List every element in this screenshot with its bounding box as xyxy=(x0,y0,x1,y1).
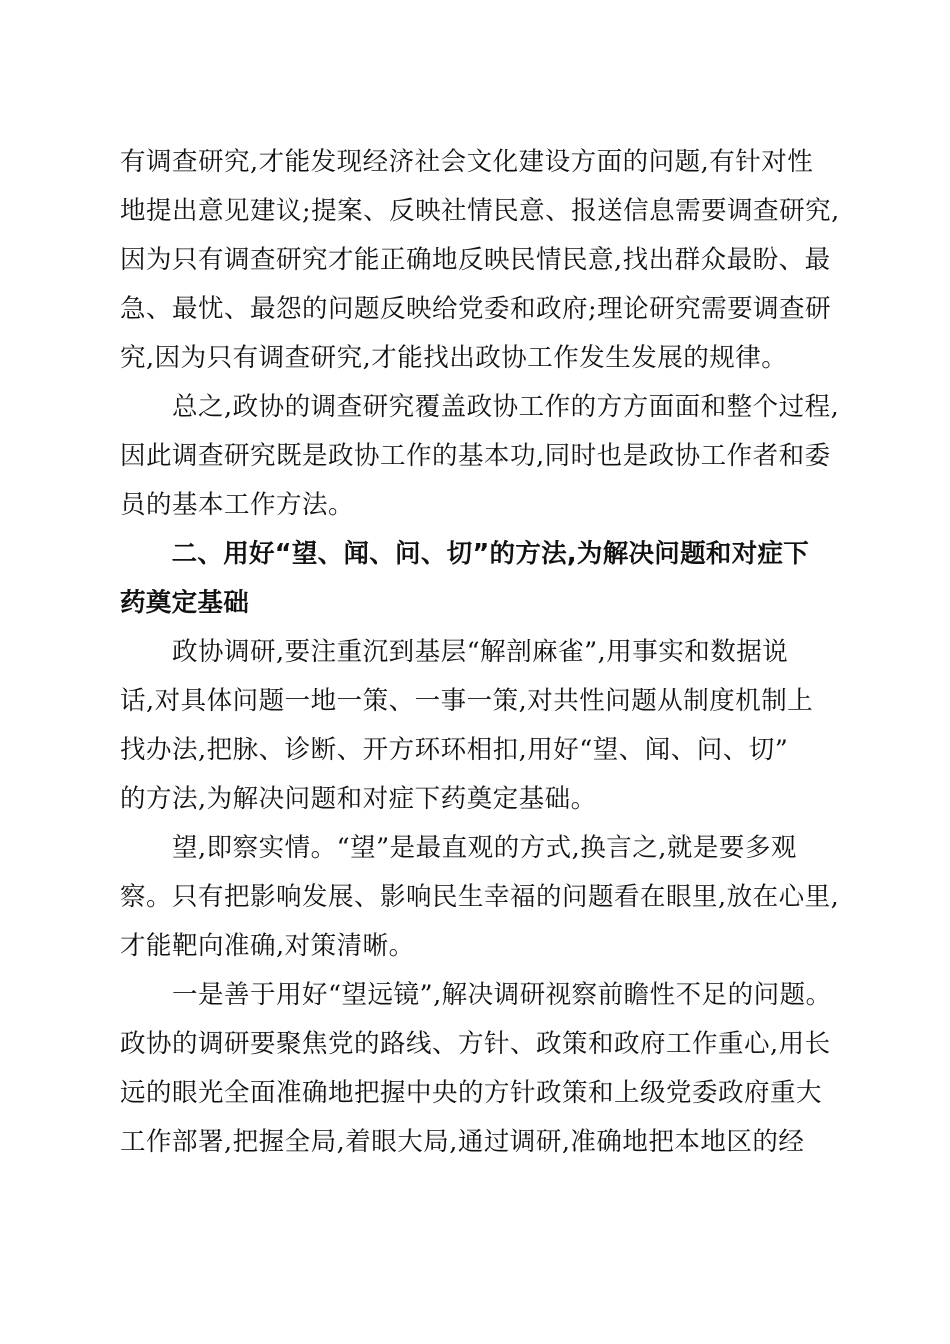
text-line: 才能靶向准确,对策清晰。 xyxy=(120,931,415,961)
text-line: 望,即察实情。“望”是最直观的方式,换言之,就是要多观 xyxy=(120,833,797,863)
text-line: 的方法,为解决问题和对症下药奠定基础。 xyxy=(120,784,597,814)
section-heading-line: 药奠定基础 xyxy=(120,588,250,618)
text-line: 话,对具体问题一地一策、一事一策,对共性问题从制度机制上 xyxy=(120,686,814,716)
text-line: 远的眼光全面准确地把握中央的方针政策和上级党委政府重大 xyxy=(120,1078,823,1108)
text-line: 地提出意见建议;提案、反映社情民意、报送信息需要调查研究, xyxy=(120,196,840,226)
text-line: 察。只有把影响发展、影响民生幸福的问题看在眼里,放在心里, xyxy=(120,882,840,912)
text-line: 有调查研究,才能发现经济社会文化建设方面的问题,有针对性 xyxy=(120,147,814,177)
text-line: 一是善于用好“望远镜”,解决调研视察前瞻性不足的问题。 xyxy=(120,980,832,1010)
text-line: 员的基本工作方法。 xyxy=(120,490,355,520)
text-line: 政协调研,要注重沉到基层“解剖麻雀”,用事实和数据说 xyxy=(120,637,789,667)
text-line: 究,因为只有调查研究,才能找出政协工作发生发展的规律。 xyxy=(120,343,788,373)
text-line: 找办法,把脉、诊断、开方环环相扣,用好“望、闻、问、切” xyxy=(120,735,789,765)
section-heading-line: 二、用好“望、闻、问、切”的方法,为解决问题和对症下 xyxy=(120,539,810,569)
text-line: 急、最忧、最怨的问题反映给党委和政府;理论研究需要调查研 xyxy=(120,294,832,324)
document-body xyxy=(120,138,840,1167)
text-line: 因为只有调查研究才能正确地反映民情民意,找出群众最盼、最 xyxy=(120,245,831,275)
text-line: 总之,政协的调查研究覆盖政协工作的方方面面和整个过程, xyxy=(120,392,840,422)
text-line: 因此调查研究既是政协工作的基本功,同时也是政协工作者和委 xyxy=(120,441,831,471)
text-line: 工作部署,把握全局,着眼大局,通过调研,准确地把本地区的经 xyxy=(120,1127,805,1157)
text-line: 政协的调研要聚焦党的路线、方针、政策和政府工作重心,用长 xyxy=(120,1029,831,1059)
